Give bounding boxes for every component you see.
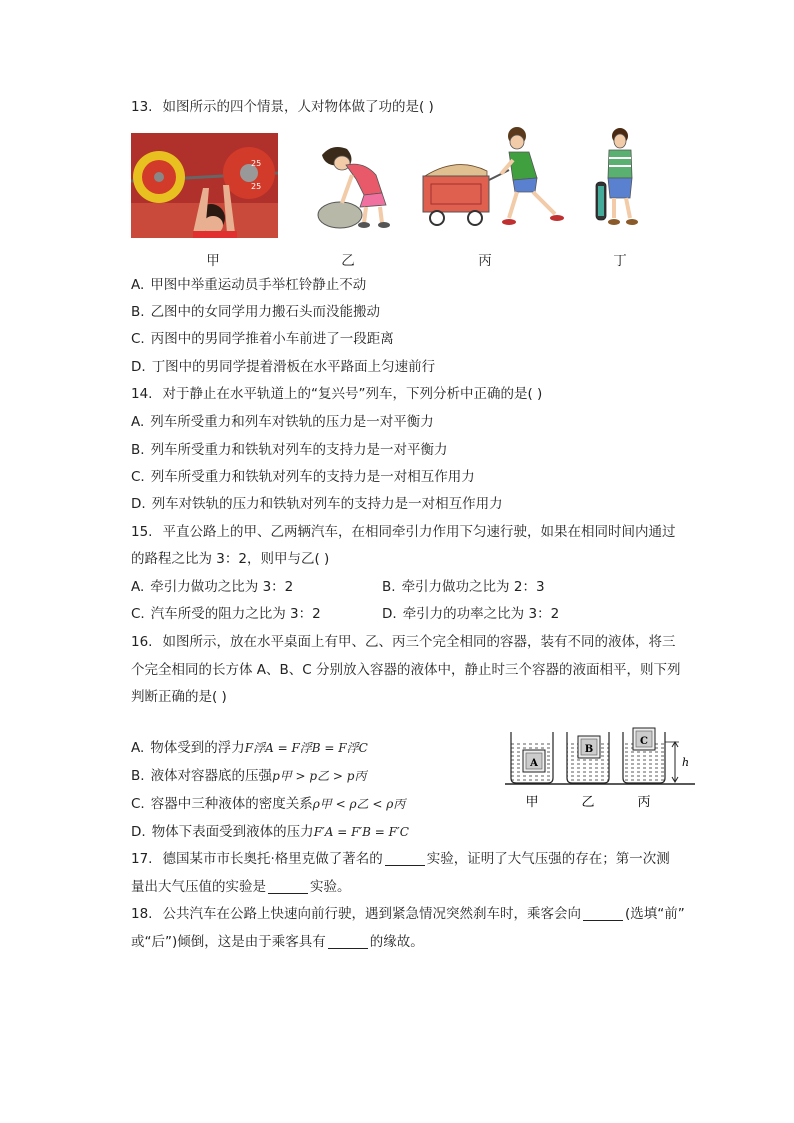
q16-option-c-math: ρ甲 < ρ乙 < ρ丙 (312, 797, 406, 811)
q14-stem: 14. 对于静止在水平轨道上的“复兴号”列车，下列分析中正确的是( ) (131, 386, 543, 402)
q18-blank-2[interactable] (328, 934, 368, 949)
q16-option-a-math: F浮A = F浮B = F浮C (244, 741, 368, 755)
boy-pushing-cart-illustration (417, 126, 569, 230)
container-jia (511, 732, 553, 783)
q15-option-c[interactable]: C. 汽车所受的阻力之比为 3：2 (131, 606, 321, 622)
q16-stem-line2: 个完全相同的长方体 A、B、C 分别放入容器的液体中，静止时三个容器的液面相平，则下列 (131, 662, 681, 678)
q14-option-c[interactable]: C. 列车所受重力和铁轨对列车的支持力是一对相互作用力 (131, 469, 475, 485)
q16-option-a[interactable]: A. 物体受到的浮力F浮A = F浮B = F浮C (131, 740, 368, 756)
q16-stem-line3: 判断正确的是( ) (131, 689, 227, 705)
q16-stem-line1: 16. 如图所示，放在水平桌面上有甲、乙、丙三个完全相同的容器，装有不同的液体，将三 (131, 634, 676, 650)
block-a-label: A (530, 758, 538, 769)
three-containers-diagram (505, 726, 700, 816)
block-b-label: B (584, 744, 594, 755)
q14-option-d[interactable]: D. 列车对铁轨的压力和铁轨对列车的支持力是一对相互作用力 (131, 496, 503, 512)
container-yi (567, 732, 609, 783)
q13-stem: 13. 如图所示的四个情景，人对物体做了功的是( ) (131, 99, 434, 115)
q18-line2: 或“后”)倾倒，这是由于乘客具有 的缘故。 (131, 934, 424, 950)
q15-option-b[interactable]: B. 牵引力做功之比为 2：3 (382, 579, 545, 595)
q16-option-d-math: F′A = F′B = F′C (313, 825, 409, 839)
q13-option-b[interactable]: B. 乙图中的女同学用力搬石头而没能搬动 (131, 304, 381, 320)
q17-blank-2[interactable] (268, 879, 308, 894)
girl-lifting-stone-illustration (302, 135, 392, 230)
q18-blank-1[interactable] (583, 906, 623, 921)
q14-option-a[interactable]: A. 列车所受重力和列车对铁轨的压力是一对平衡力 (131, 414, 434, 430)
q17-line2: 量出大气压值的实验是 实验。 (131, 879, 351, 895)
container-label-jia: 甲 (525, 795, 539, 810)
fig-label-ding: 丁 (613, 253, 627, 269)
weightlifter-photo (131, 133, 278, 238)
q16-option-b-math: p甲 > p乙 > p丙 (272, 769, 367, 783)
q13-option-c[interactable]: C. 丙图中的男同学推着小车前进了一段距离 (131, 331, 394, 347)
container-label-bing: 丙 (637, 795, 651, 810)
height-label: h (682, 756, 690, 769)
q14-option-b[interactable]: B. 列车所受重力和铁轨对列车的支持力是一对平衡力 (131, 442, 448, 458)
container-label-yi: 乙 (581, 795, 595, 810)
plate-number-1: 25 (251, 159, 262, 168)
q17-line1: 17. 德国某市市长奥托·格里克做了著名的 实验，证明了大气压强的存在；第一次测 (131, 851, 670, 867)
boy-carrying-skateboard-illustration (594, 126, 644, 232)
q18-line1: 18. 公共汽车在公路上快速向前行驶，遇到紧急情况突然刹车时，乘客会向 (选填“前” (131, 906, 685, 922)
q13-option-d[interactable]: D. 丁图中的男同学提着滑板在水平路面上匀速前行 (131, 359, 436, 375)
q13-option-a[interactable]: A. 甲图中举重运动员手举杠铃静止不动 (131, 277, 367, 293)
fig-label-bing: 丙 (478, 253, 492, 269)
q15-option-d[interactable]: D. 牵引力的功率之比为 3：2 (382, 606, 560, 622)
fig-label-jia: 甲 (206, 253, 220, 269)
fig-label-yi: 乙 (341, 253, 355, 269)
plate-number-2: 25 (251, 182, 262, 191)
q16-option-d[interactable]: D. 物体下表面受到液体的压力F′A = F′B = F′C (131, 824, 409, 840)
q15-stem-line1: 15. 平直公路上的甲、乙两辆汽车，在相同牵引力作用下匀速行驶，如果在相同时间内通过 (131, 524, 676, 540)
q16-option-b[interactable]: B. 液体对容器底的压强p甲 > p乙 > p丙 (131, 768, 367, 784)
block-c-label: C (640, 736, 648, 747)
q15-stem-line2: 的路程之比为 3：2，则甲与乙( ) (131, 551, 330, 567)
container-bing (623, 728, 665, 783)
q15-option-a[interactable]: A. 牵引力做功之比为 3：2 (131, 579, 294, 595)
q17-blank-1[interactable] (385, 851, 425, 866)
q16-option-c[interactable]: C. 容器中三种液体的密度关系ρ甲 < ρ乙 < ρ丙 (131, 796, 406, 812)
